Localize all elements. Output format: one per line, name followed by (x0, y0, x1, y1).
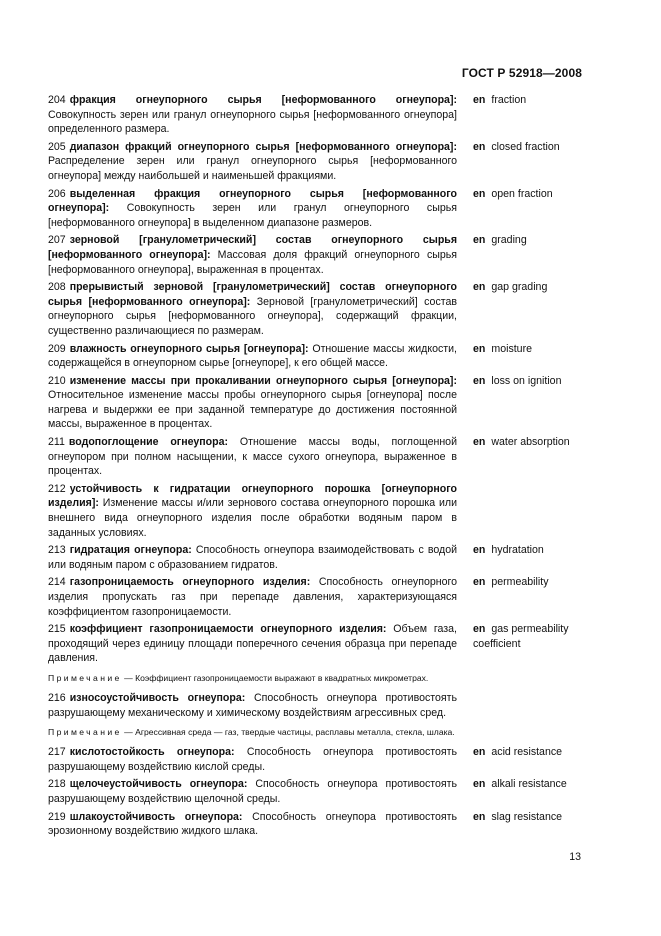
term-definition (48, 187, 457, 231)
term-text: Распределение зерен или гранул огнеупорного сырья [неформованного огнеупора] между наибольшей и наименьшей фракциями. (48, 155, 457, 182)
term-text: Способность огнеупора противостоять эрозионному воздействию жидкого шлака. (48, 810, 458, 838)
language-code: en (473, 281, 486, 294)
term-name: выделенная фракция огнеупорного сырья [неформованного огнеупора]: (48, 187, 457, 215)
language-code: en (473, 94, 486, 106)
term-equivalent (457, 374, 588, 432)
term-text: Способность огнеупора противостоять разрушающему воздействию кислой среды. (48, 746, 458, 773)
term-entry (48, 777, 588, 806)
term-definition (48, 140, 457, 184)
note-label: Примечание (48, 727, 122, 738)
term-entry (48, 342, 588, 371)
term-name: коэффициент газопроницаемости огнеупорного изделия: (69, 623, 387, 636)
english-equivalent: alkali resistance (491, 778, 567, 791)
term-name: прерывистый зерновой [гранулометрический] состав огнеупорного сырья [неформованного огнеупора]: (48, 281, 457, 308)
term-text: Изменение массы и/или зернового состава огнеупорного порошка или внешнего вида огнеупорного изделия после обработки водяным паром в заданных условиях. (48, 497, 457, 539)
term-text: Способность огнеупора противостоять разрушающему механическому и химическому воздействиям агрессивных сред. (48, 691, 458, 719)
term-number: 219 (48, 810, 66, 823)
english-equivalent: loss on ignition (491, 374, 562, 387)
term-name: диапазон фракций огнеупорного сырья [неформованного огнеупора]: (69, 140, 457, 153)
english-equivalent: water absorption (491, 436, 570, 449)
term-definition (48, 810, 457, 839)
term-text: Объем газа, проходящий через единицу площади поперечного сечения образца при перепаде давления. (48, 623, 457, 665)
term-equivalent (457, 482, 588, 540)
english-equivalent: permeability (491, 576, 549, 589)
term-text: Совокупность зерен или гранул огнеупорного сырья [неформованного огнеупора] в выделенном диапазоне размеров. (48, 202, 457, 229)
term-text: Способность огнеупора взаимодействовать с водой или водяным паром с образованием гидратов. (48, 544, 457, 571)
term-entry (48, 374, 588, 432)
term-number: 210 (48, 374, 66, 387)
term-entry (48, 543, 588, 572)
term-equivalent (457, 233, 588, 277)
language-code: en (473, 623, 486, 636)
term-number: 214 (48, 576, 66, 589)
term-equivalent (457, 691, 588, 720)
term-text: Способность огнеупора противостоять разрушающему воздействию щелочной среды. (48, 778, 457, 805)
document-header: ГОСТ Р 52918—2008 (461, 66, 582, 80)
term-text: Отношение массы жидкости, содержащейся в огнеупорном сырье [огнеупоре], к его общей массе. (48, 342, 457, 370)
term-number: 215 (48, 623, 66, 636)
english-equivalent: moisture (491, 342, 532, 355)
note-text: Агрессивная среда — газ, твердые частицы, расплавы металла, стекла, шлака. (135, 727, 455, 738)
term-entry (48, 691, 588, 720)
term-definition (48, 233, 457, 277)
term-equivalent (457, 810, 588, 839)
note-label: Примечание (48, 672, 122, 683)
term-definition (48, 691, 457, 720)
term-number: 205 (48, 140, 66, 153)
language-code: en (473, 374, 486, 387)
term-definition (48, 435, 457, 479)
note: Примечание — Коэффициент газопроницаемости выражают в квадратных микрометрах. (48, 672, 429, 683)
term-number: 206 (48, 187, 66, 200)
term-number: 207 (48, 234, 66, 247)
term-equivalent (457, 777, 588, 806)
term-definition (48, 374, 457, 432)
english-equivalent: gas permeability coefficient (473, 623, 569, 650)
term-name: гидратация огнеупора: (69, 544, 192, 557)
term-name: зерновой [гранулометрический] состав огнеупорного сырья [неформованного огнеупора]: (48, 234, 457, 261)
term-text: Массовая доля фракций огнеупорного сырья [неформованного огнеупора], выраженная в процентах. (48, 248, 457, 276)
term-number: 217 (48, 746, 66, 759)
term-text: Совокупность зерен или гранул огнеупорного сырья [неформованного огнеупора] определенного размера. (48, 108, 457, 136)
term-entry (48, 187, 588, 231)
language-code: en (473, 576, 486, 589)
term-equivalent (457, 745, 588, 774)
term-name: щелочеустойчивость огнеупора: (69, 778, 248, 791)
english-equivalent: fraction (491, 94, 527, 106)
term-definition (48, 575, 457, 619)
term-number: 212 (48, 482, 66, 495)
term-definition (48, 280, 457, 338)
language-code: en (473, 746, 486, 759)
term-equivalent (457, 543, 588, 572)
term-number: 218 (48, 778, 66, 791)
term-equivalent (457, 187, 588, 231)
term-equivalent (457, 622, 588, 666)
english-equivalent: grading (491, 234, 527, 247)
term-number: 216 (48, 691, 66, 704)
term-entry (48, 622, 588, 666)
term-definition (48, 777, 457, 806)
term-entry (48, 575, 588, 619)
terms-list (48, 93, 588, 842)
term-entry (48, 93, 588, 137)
term-definition (48, 745, 457, 774)
language-code: en (473, 436, 486, 449)
language-code: en (473, 544, 486, 557)
term-entry (48, 280, 588, 338)
term-entry (48, 810, 588, 839)
language-code: en (473, 234, 486, 247)
term-number: 209 (48, 342, 66, 355)
term-name: кислотостойкость огнеупора: (69, 746, 235, 759)
term-text: Отношение массы воды, поглощенной огнеупором при полном насыщении, к массе сухого огнеупора, выраженное в процентах. (48, 436, 457, 478)
term-equivalent (457, 93, 588, 137)
term-definition (48, 622, 457, 666)
note: Примечание — Агрессивная среда — газ, твердые частицы, расплавы металла, стекла, шлака. (48, 727, 455, 738)
term-text: Способность огнеупорного изделия пропускать газ при перепаде давления, характеризующаяся коэффициентом газопроницаемости. (48, 576, 457, 618)
language-code: en (473, 140, 486, 153)
term-entry (48, 140, 588, 184)
language-code: en (473, 810, 486, 823)
term-equivalent (457, 342, 588, 371)
term-entry (48, 233, 588, 277)
term-definition (48, 93, 457, 137)
term-number: 204 (48, 94, 66, 106)
term-name: изменение массы при прокаливании огнеупорного сырья [огнеупора]: (69, 374, 457, 387)
term-name: фракция огнеупорного сырья [неформованного огнеупора]: (69, 94, 457, 106)
term-text: Относительное изменение массы пробы огнеупорного сырья [огнеупора] после нагрева и выдержки ее при заданной температуре до достижения постоянной массы, выраженное в процентах. (48, 389, 457, 431)
term-definition (48, 543, 457, 572)
english-equivalent: open fraction (491, 187, 553, 200)
english-equivalent: acid resistance (491, 746, 563, 759)
page-number: 13 (569, 851, 581, 863)
term-name: шлакоустойчивость огнеупора: (69, 810, 243, 823)
term-number: 213 (48, 544, 66, 557)
term-name: водопоглощение огнеупора: (68, 436, 229, 449)
term-number: 211 (48, 436, 65, 449)
term-definition (48, 482, 457, 540)
term-name: устойчивость к гидратации огнеупорного порошка [огнеупорного изделия]: (48, 482, 457, 510)
term-equivalent (457, 435, 588, 479)
term-equivalent (457, 140, 588, 184)
english-equivalent: hydratation (491, 544, 544, 557)
english-equivalent: gap grading (491, 281, 548, 294)
term-name: газопроницаемость огнеупорного изделия: (69, 576, 311, 589)
language-code: en (473, 342, 486, 355)
language-code: en (473, 778, 486, 791)
note-text: Коэффициент газопроницаемости выражают в квадратных микрометрах. (135, 672, 429, 683)
english-equivalent: slag resistance (491, 810, 563, 823)
term-entry (48, 482, 588, 540)
term-entry (48, 435, 588, 479)
term-equivalent (457, 280, 588, 338)
term-number: 208 (48, 281, 66, 294)
english-equivalent: closed fraction (491, 140, 560, 153)
term-equivalent (457, 575, 588, 619)
term-definition (48, 342, 457, 371)
term-name: износоустойчивость огнеупора: (69, 691, 246, 704)
term-name: влажность огнеупорного сырья [огнеупора]: (69, 342, 309, 355)
term-text: Зерновой [гранулометрический] состав огнеупорного сырья [неформованного огнеупора], содержащий фракции, существенно различающиеся по размерам. (48, 295, 457, 337)
language-code: en (473, 187, 486, 200)
term-entry (48, 745, 588, 774)
